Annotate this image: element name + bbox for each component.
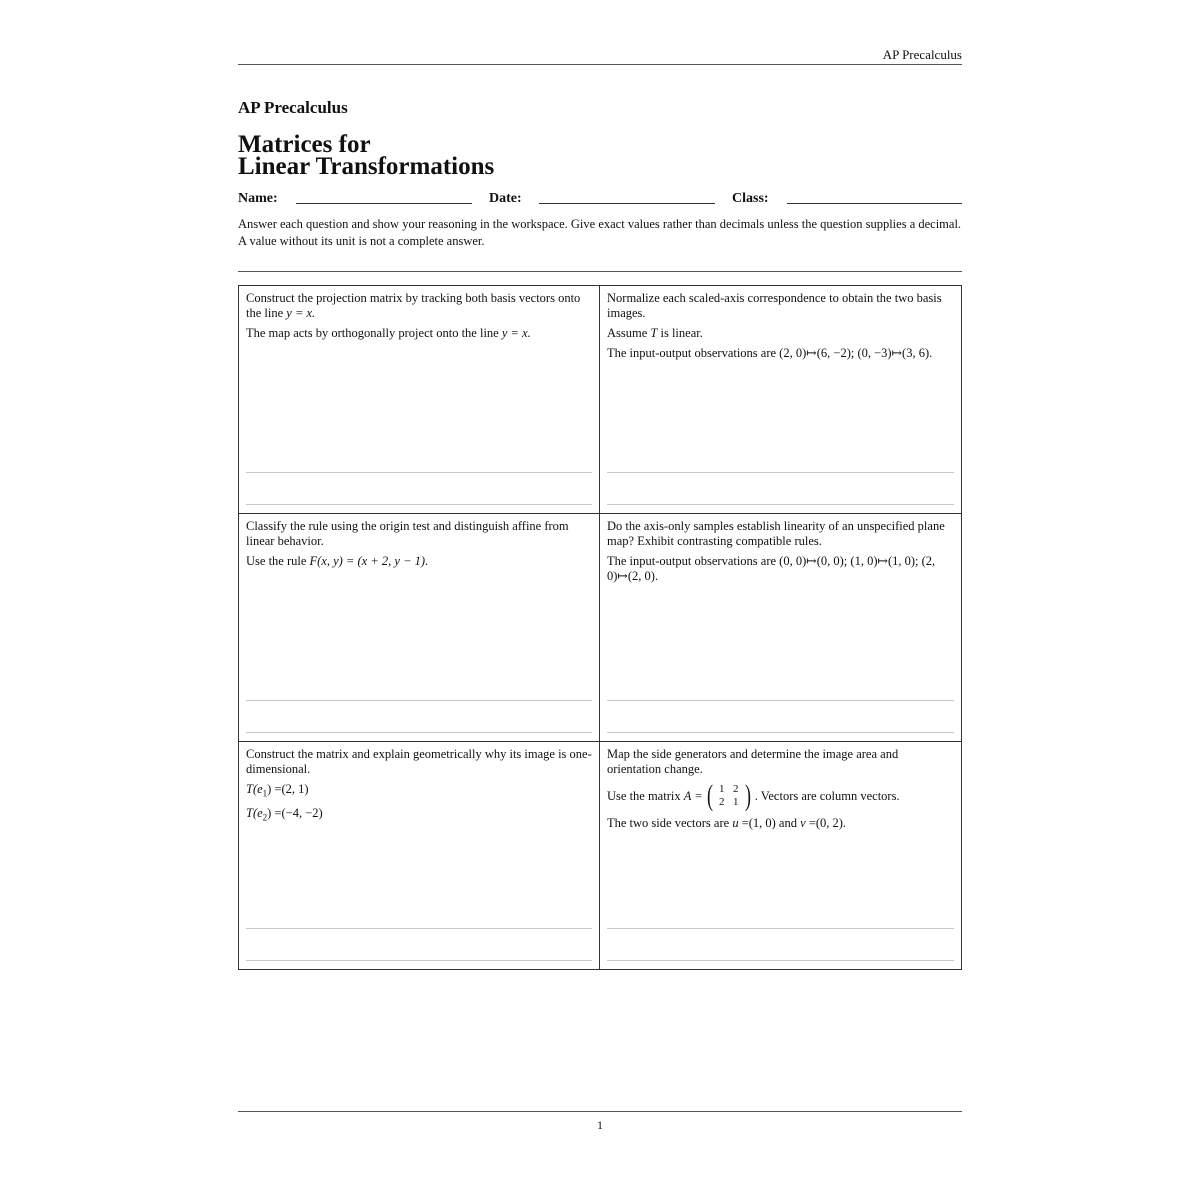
problem-2-given: The input-output observations are (2, 0)↦(6, −2); (0, −3)↦(3, 6). (607, 346, 933, 360)
problem-1-prompt-math: y = x. (286, 306, 316, 320)
answer-line[interactable] (607, 732, 954, 733)
problem-6-vector-u: u (732, 816, 739, 830)
problem-6-matrix-var: A = (683, 788, 703, 803)
answer-line[interactable] (607, 504, 954, 505)
running-header: AP Precalculus (882, 47, 962, 62)
student-info-row (238, 190, 962, 210)
problem-4-given: The input-output observations are (0, 0)↦(0, 0); (1, 0)↦(1, 0); (2, 0)↦(2, 0). (607, 554, 936, 583)
problem-1-given-math: y = x. (501, 326, 531, 340)
problem-5-func-1: T(e (246, 782, 263, 796)
problem-1-given (246, 326, 592, 341)
name-field[interactable] (296, 203, 472, 204)
problem-2-assume-var: T (650, 326, 658, 340)
page-number: 1 (597, 1118, 603, 1132)
problem-5-value-1: ) =(2, 1) (267, 782, 309, 796)
problem-3-given-text: Use the rule (246, 554, 307, 568)
problem-cell-2 (600, 286, 961, 514)
problem-6-matrix-post: . Vectors are column vectors. (754, 788, 900, 803)
date-label: Date: (489, 191, 522, 206)
answer-line[interactable] (246, 960, 592, 961)
problem-6-matrix-pre: Use the matrix (607, 788, 681, 803)
problem-5-sub-2: 2 (262, 812, 268, 822)
matrix-entry: 2 (732, 783, 739, 795)
problem-3-given (246, 554, 592, 569)
problem-5-prompt: Construct the matrix and explain geometrically why its image is one-dimensional. (246, 747, 592, 776)
answer-line[interactable] (607, 960, 954, 961)
answer-line[interactable] (246, 928, 592, 929)
problem-6-matrix-line (607, 779, 954, 812)
problem-cell-5 (239, 742, 600, 969)
problem-cell-3 (239, 514, 600, 742)
problem-3-given-math: F(x, y) = (x + 2, y − 1). (309, 554, 429, 568)
problem-5-basis-image-2 (246, 806, 592, 826)
problem-cell-1 (239, 286, 600, 514)
problem-2-assume-post: is linear. (660, 326, 703, 340)
problem-6-vector-v: v (800, 816, 806, 830)
problem-1-given-text: The map acts by orthogonally project onto the line (246, 326, 499, 340)
problem-5-sub-1: 1 (262, 788, 268, 799)
problem-1-prompt (246, 291, 592, 321)
left-paren: ( (706, 779, 713, 812)
problem-6-vector-u-value: =(1, 0) and (741, 816, 797, 830)
problem-3-prompt: Classify the rule using the origin test and distinguish affine from linear behavior. (246, 519, 569, 548)
matrix-entry: 2 (718, 796, 725, 808)
footer-rule (238, 1111, 962, 1112)
right-paren: ) (744, 779, 751, 812)
name-label: Name: (238, 191, 278, 206)
problem-grid (238, 285, 962, 970)
problem-4-prompt: Do the axis-only samples establish linearity of an unspecified plane map? Exhibit contrasting compatible rules. (607, 519, 945, 548)
header-rule (238, 64, 962, 65)
answer-line[interactable] (246, 732, 592, 733)
problem-1-prompt-text: Construct the projection matrix by tracking both basis vectors onto the line (246, 291, 581, 320)
problem-6-prompt: Map the side generators and determine the image area and orientation change. (607, 747, 899, 776)
class-label: Class: (732, 191, 769, 206)
matrix-a (705, 779, 753, 812)
instructions: Answer each question and show your reasoning in the workspace. Give exact values rather than decimals unless the question supplies a decimal. A value without its unit is not a complete answer. (238, 217, 962, 248)
answer-line[interactable] (246, 700, 592, 701)
problem-6-vectors-pre: The two side vectors are (607, 816, 730, 830)
worksheet-page (238, 0, 962, 1200)
problem-2-assumption (607, 326, 954, 341)
problem-5-basis-image-1 (246, 782, 592, 802)
page-title (238, 131, 495, 180)
matrix-entries (715, 783, 743, 809)
title-line-2: Linear Transformations (238, 153, 495, 180)
problem-cell-6 (600, 742, 961, 969)
answer-line[interactable] (246, 504, 592, 505)
answer-line[interactable] (607, 472, 954, 473)
problem-2-assume-pre: Assume (607, 326, 648, 340)
answer-line[interactable] (607, 928, 954, 929)
date-field[interactable] (539, 203, 715, 204)
answer-line[interactable] (246, 472, 592, 473)
matrix-entry: 1 (732, 796, 739, 808)
class-field[interactable] (787, 203, 962, 204)
problem-cell-4 (600, 514, 961, 742)
course-label: AP Precalculus (238, 98, 348, 117)
problem-2-prompt: Normalize each scaled-axis correspondence to obtain the two basis images. (607, 291, 942, 320)
title-line-1: Matrices for (238, 131, 371, 158)
problem-5-func-2: T(e (246, 805, 263, 820)
section-rule (238, 271, 962, 272)
problem-5-value-2: ) =(−4, −2) (267, 805, 323, 820)
matrix-entry: 1 (718, 783, 725, 795)
answer-line[interactable] (607, 700, 954, 701)
problem-6-vectors (607, 816, 954, 831)
problem-6-vector-v-value: =(0, 2). (808, 816, 847, 830)
